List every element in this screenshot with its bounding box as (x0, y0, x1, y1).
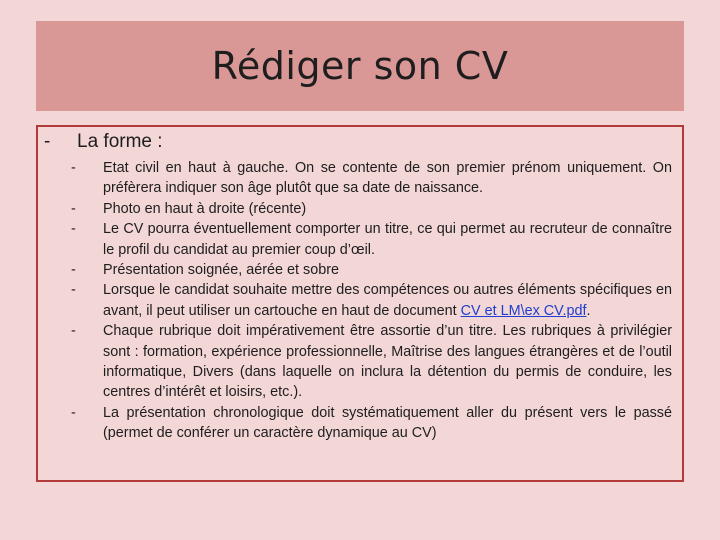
slide-title: Rédiger son CV (211, 44, 509, 88)
list-item: - Photo en haut à droite (récente) (38, 199, 682, 219)
list-item: - Lorsque le candidat souhaite mettre des compétences ou autres éléments spécifiques en avant, il peut utiliser un cartouche en haut de document CV et LM\ex CV.pdf. (38, 280, 682, 321)
section-dash: - (44, 131, 51, 152)
list-item: - Etat civil en haut à gauche. On se contente de son premier prénom uniquement. On préfèrera indiquer son âge plutôt que sa date de naissance. (38, 158, 682, 199)
cv-document-link[interactable]: CV et LM\ex CV.pdf (460, 302, 587, 319)
bullet-list (38, 158, 682, 444)
section-heading (44, 131, 163, 153)
list-item: - La présentation chronologique doit systématiquement aller du présent vers le passé (permet de conférer un caractère dynamique au CV) (38, 403, 682, 444)
list-item: - Présentation soignée, aérée et sobre (38, 260, 682, 280)
section-heading-text: La forme : (77, 131, 163, 152)
title-bar (36, 21, 684, 111)
list-item: - Chaque rubrique doit impérativement être assortie d’un titre. Les rubriques à privilégier sont : formation, expérience professionnelle, Maîtrise des langues étrangères et de l’outil informatique, Divers (dans laquelle on inclura la détention du permis de conduire, les centres d’intérêt et loisirs, etc.). (38, 321, 682, 403)
list-item: - Le CV pourra éventuellement comporter un titre, ce qui permet au recruteur de connaître le profil du candidat au premier coup d’œil. (38, 219, 682, 260)
content-box (36, 125, 684, 482)
